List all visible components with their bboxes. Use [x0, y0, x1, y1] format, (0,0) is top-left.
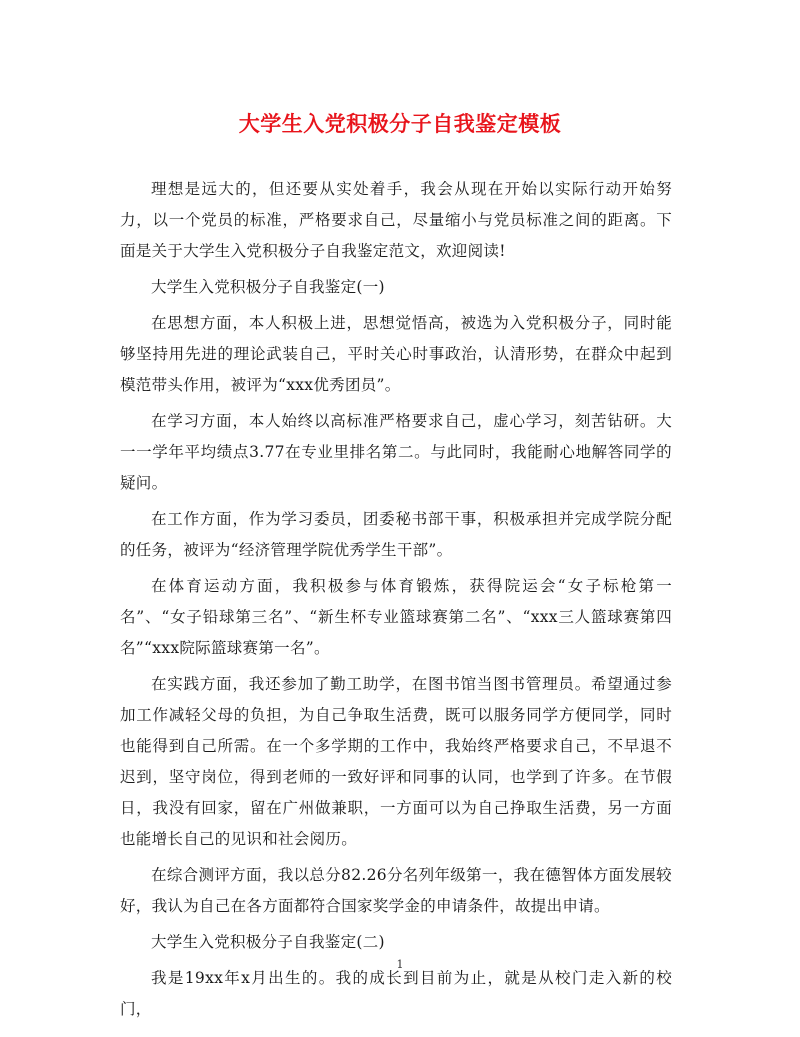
section-heading-1: 大学生入党积极分子自我鉴定(一): [151, 278, 385, 296]
page-number: 1: [396, 958, 404, 971]
document-body: [120, 174, 672, 1030]
paragraph-practice: 在实践方面，我还参加了勤工助学，在图书馆当图书管理员。希望通过参加工作减轻父母的负担，为自己争取生活费，既可以服务同学方便同学，同时也能得到自己所需。在一个多学期的工作中，我始终严格要求自己，不早退不迟到，坚守岗位，得到老师的一致好评和同事的认同，也学到了许多。在节假日，我没有回家，留在广州做兼职，一方面可以为自己挣取生活费，另一方面也能增长自己的见识和社会阅历。: [120, 675, 672, 848]
paragraph-thought: 在思想方面，本人积极上进，思想觉悟高，被选为入党积极分子，同时能够坚持用先进的理论武装自己，平时关心时事政治，认清形势，在群众中起到模范带头作用，被评为“xxx优秀团员”。: [120, 314, 672, 394]
section-heading-2: 大学生入党积极分子自我鉴定(二): [151, 933, 385, 951]
paragraph-study: 在学习方面，本人始终以高标准严格要求自己，虚心学习，刻苦钻研。大一一学年平均绩点3.77在专业里排名第二。与此同时，我能耐心地解答同学的疑问。: [120, 412, 672, 492]
paragraph-evaluation: 在综合测评方面，我以总分82.26分名列年级第一，我在德智体方面发展较好，我认为自己在各方面都符合国家奖学金的申请条件，故提出申请。: [120, 866, 672, 915]
paragraph-birth: 我是19xx年x月出生的。我的成长到目前为止，就是从校门走入新的校门，: [120, 969, 672, 1018]
paragraph-sports: 在体育运动方面，我积极参与体育锻炼，获得院运会“女子标枪第一名”、“女子铅球第三名”、“新生杯专业篮球赛第二名”、“xxx三人篮球赛第四名”“xxx院际篮球赛第一名”。: [120, 577, 672, 657]
document-title: 大学生入党积极分子自我鉴定模板: [238, 112, 562, 136]
paragraph-work: 在工作方面，作为学习委员，团委秘书部干事，积极承担并完成学院分配的任务，被评为“经济管理学院优秀学生干部”。: [120, 510, 672, 559]
paragraph-intro: 理想是远大的，但还要从实处着手，我会从现在开始以实际行动开始努力，以一个党员的标准，严格要求自己，尽量缩小与党员标准之间的距离。下面是关于大学生入党积极分子自我鉴定范文，欢迎阅读!: [120, 180, 672, 260]
